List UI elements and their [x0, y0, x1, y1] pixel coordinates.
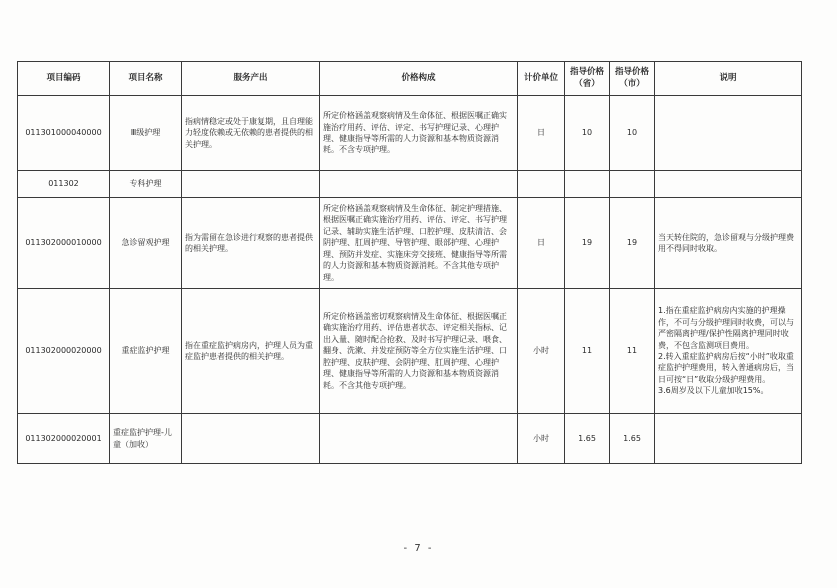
- cell-price-province: 10: [565, 96, 610, 171]
- medical-service-price-table: [17, 61, 802, 464]
- cell-output: 指病情稳定或处于康复期，且自理能力轻度依赖或无依赖的患者提供的相关护理。: [182, 96, 320, 171]
- cell-unit: 小时: [518, 289, 565, 414]
- cell-name: 重症监护护理-儿童（加收）: [110, 414, 182, 464]
- table-row: [18, 96, 802, 171]
- cell-price-province: [565, 171, 610, 198]
- cell-output: [182, 414, 320, 464]
- table-row: [18, 171, 802, 198]
- cell-note: [655, 289, 802, 414]
- cell-price-city: 19: [610, 198, 655, 289]
- header-name: 项目名称: [110, 62, 182, 96]
- header-code: 项目编码: [18, 62, 110, 96]
- cell-note: [655, 414, 802, 464]
- cell-output: [182, 171, 320, 198]
- cell-code: 011302: [18, 171, 110, 198]
- header-output: 服务产出: [182, 62, 320, 96]
- cell-code: 011302000010000: [18, 198, 110, 289]
- cell-price-city: 11: [610, 289, 655, 414]
- header-price-city: 指导价格（市）: [610, 62, 655, 96]
- cell-price-city: 1.65: [610, 414, 655, 464]
- cell-note: 当天转住院的，急诊留观与分级护理费用不得同时收取。: [655, 198, 802, 289]
- cell-unit: 日: [518, 96, 565, 171]
- cell-note: [655, 96, 802, 171]
- cell-price-province: 19: [565, 198, 610, 289]
- table-row: [18, 289, 802, 414]
- cell-price-composition: [320, 171, 518, 198]
- cell-price-composition: 所定价格涵盖密切观察病情及生命体征、根据医嘱正确实施治疗用药、评估患者状态、评定相关指标、记出入量、随时配合抢救、及时书写护理记录、喂食、翻身、洗漱、并发症预防等全方位实施生活护理、口腔护理、皮肤护理、会阴护理、肛周护理、心理护理、健康指导等所需的人力资源和基本物质资源消耗。不含其他专项护理。: [320, 289, 518, 414]
- cell-price-composition: 所定价格涵盖观察病情及生命体征、制定护理措施、根据医嘱正确实施治疗用药、评估、评定、书写护理记录、辅助实施生活护理、口腔护理、皮肤清洁、会阴护理、肛周护理、导管护理、眼部护理、心理护理、预防并发症、实施床旁交接班、健康指导等所需的人力资源和基本物质资源消耗。不含其他专项护理。: [320, 198, 518, 289]
- note-line: 2.转入重症监护病房后按“小时”收取重症监护护理费用，转入普通病房后，当日可按“日”收取分级护理费用。: [658, 352, 794, 384]
- cell-code: 011302000020001: [18, 414, 110, 464]
- header-note: 说明: [655, 62, 802, 96]
- cell-note: [655, 171, 802, 198]
- page-number: - 7 -: [403, 543, 434, 554]
- cell-name: 急诊留观护理: [110, 198, 182, 289]
- cell-code: 011301000040000: [18, 96, 110, 171]
- cell-price-composition: 所定价格涵盖观察病情及生命体征、根据医嘱正确实施治疗用药、评估、评定、书写护理记录、心理护理、健康指导等所需的人力资源和基本物质资源消耗。不含专项护理。: [320, 96, 518, 171]
- header-price-province: 指导价格（省）: [565, 62, 610, 96]
- cell-unit: 小时: [518, 414, 565, 464]
- table-row: [18, 414, 802, 464]
- cell-price-city: [610, 171, 655, 198]
- cell-unit: [518, 171, 565, 198]
- cell-output: 指为需留在急诊进行观察的患者提供的相关护理。: [182, 198, 320, 289]
- header-price-composition: 价格构成: [320, 62, 518, 96]
- cell-code: 011302000020000: [18, 289, 110, 414]
- note-line: 1.指在重症监护病房内实施的护理操作，不可与分级护理同时收费，可以与严密隔离护理/保护性隔离护理同时收费，不包含监测项目费用。: [658, 306, 794, 350]
- cell-name: 重症监护护理: [110, 289, 182, 414]
- cell-price-province: 1.65: [565, 414, 610, 464]
- header-unit: 计价单位: [518, 62, 565, 96]
- cell-unit: 日: [518, 198, 565, 289]
- cell-price-composition: [320, 414, 518, 464]
- table-header-row: [18, 62, 802, 96]
- note-line: 3.6周岁及以下儿童加收15%。: [658, 386, 769, 396]
- cell-price-city: 10: [610, 96, 655, 171]
- cell-output: 指在重症监护病房内，护理人员为重症监护患者提供的相关护理。: [182, 289, 320, 414]
- table-row: [18, 198, 802, 289]
- cell-price-province: 11: [565, 289, 610, 414]
- cell-name: 专科护理: [110, 171, 182, 198]
- cell-name: Ⅲ级护理: [110, 96, 182, 171]
